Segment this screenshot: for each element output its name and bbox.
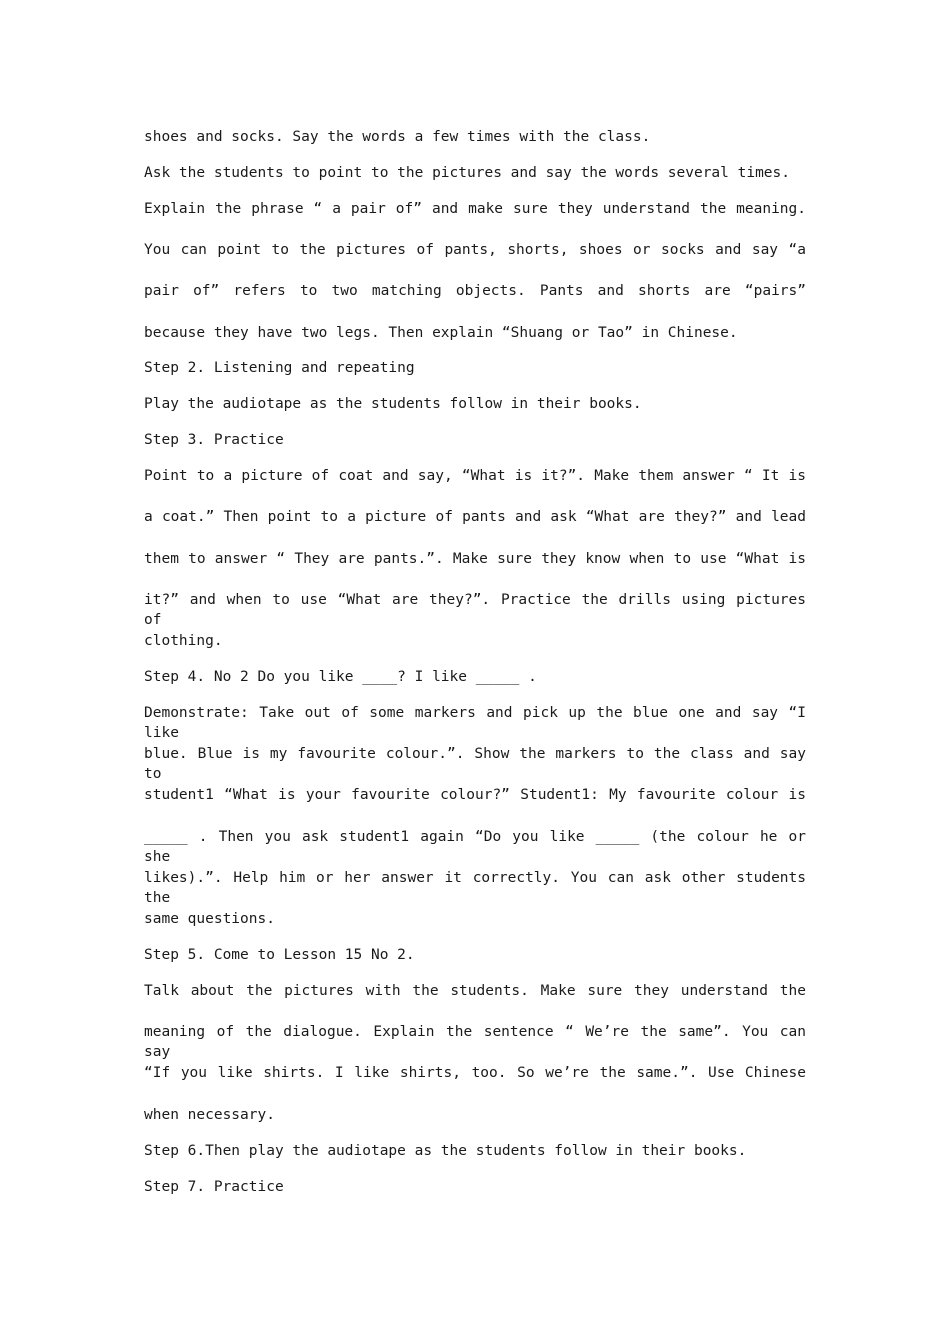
text-line: because they have two legs. Then explain “Shuang or Tao” in Chinese. xyxy=(144,325,738,341)
text-line: “If you like shirts. I like shirts, too. So we’re the same.”. Use Chinese xyxy=(144,1065,806,1081)
text-line: meaning of the dialogue. Explain the sentence “ We’re the same”. You can say xyxy=(144,1024,806,1060)
step-heading: Step 2. Listening and repeating xyxy=(144,360,415,376)
text-line: Point to a picture of coat and say, “What is it?”. Make them answer “ It is xyxy=(144,468,806,484)
step-heading: Step 3. Practice xyxy=(144,432,284,448)
text-line: when necessary. xyxy=(144,1107,275,1123)
text-line: You can point to the pictures of pants, shorts, shoes or socks and say “a xyxy=(144,242,806,258)
text-line: likes).”. Help him or her answer it correctly. You can ask other students the xyxy=(144,870,806,906)
text-line: student1 “What is your favourite colour?” Student1: My favourite colour is xyxy=(144,787,806,803)
text-line: same questions. xyxy=(144,911,275,927)
text-line: Play the audiotape as the students follow in their books. xyxy=(144,396,642,412)
text-line: Ask the students to point to the pictures and say the words several times. xyxy=(144,165,791,181)
text-line: _____ . Then you ask student1 again “Do you like _____ (the colour he or she xyxy=(144,829,806,865)
text-line: it?” and when to use “What are they?”. Practice the drills using pictures of xyxy=(144,592,806,628)
text-line: clothing. xyxy=(144,633,223,649)
text-line: Talk about the pictures with the students. Make sure they understand the xyxy=(144,983,806,999)
step-heading: Step 5. Come to Lesson 15 No 2. xyxy=(144,947,415,963)
text-line: blue. Blue is my favourite colour.”. Show the markers to the class and say to xyxy=(144,746,806,782)
step-heading: Step 7. Practice xyxy=(144,1179,284,1195)
text-line: them to answer “ They are pants.”. Make sure they know when to use “What is xyxy=(144,551,806,567)
text-line: Demonstrate: Take out of some markers and pick up the blue one and say “I like xyxy=(144,705,806,741)
text-line: Explain the phrase “ a pair of” and make sure they understand the meaning. xyxy=(144,201,806,217)
step-heading: Step 6.Then play the audiotape as the students follow in their books. xyxy=(144,1143,747,1159)
text-line: shoes and socks. Say the words a few times with the class. xyxy=(144,129,651,145)
text-line: pair of” refers to two matching objects. Pants and shorts are “pairs” xyxy=(144,283,806,299)
step-heading: Step 4. No 2 Do you like ____? I like _____ . xyxy=(144,669,537,685)
text-line: a coat.” Then point to a picture of pants and ask “What are they?” and lead xyxy=(144,509,806,525)
